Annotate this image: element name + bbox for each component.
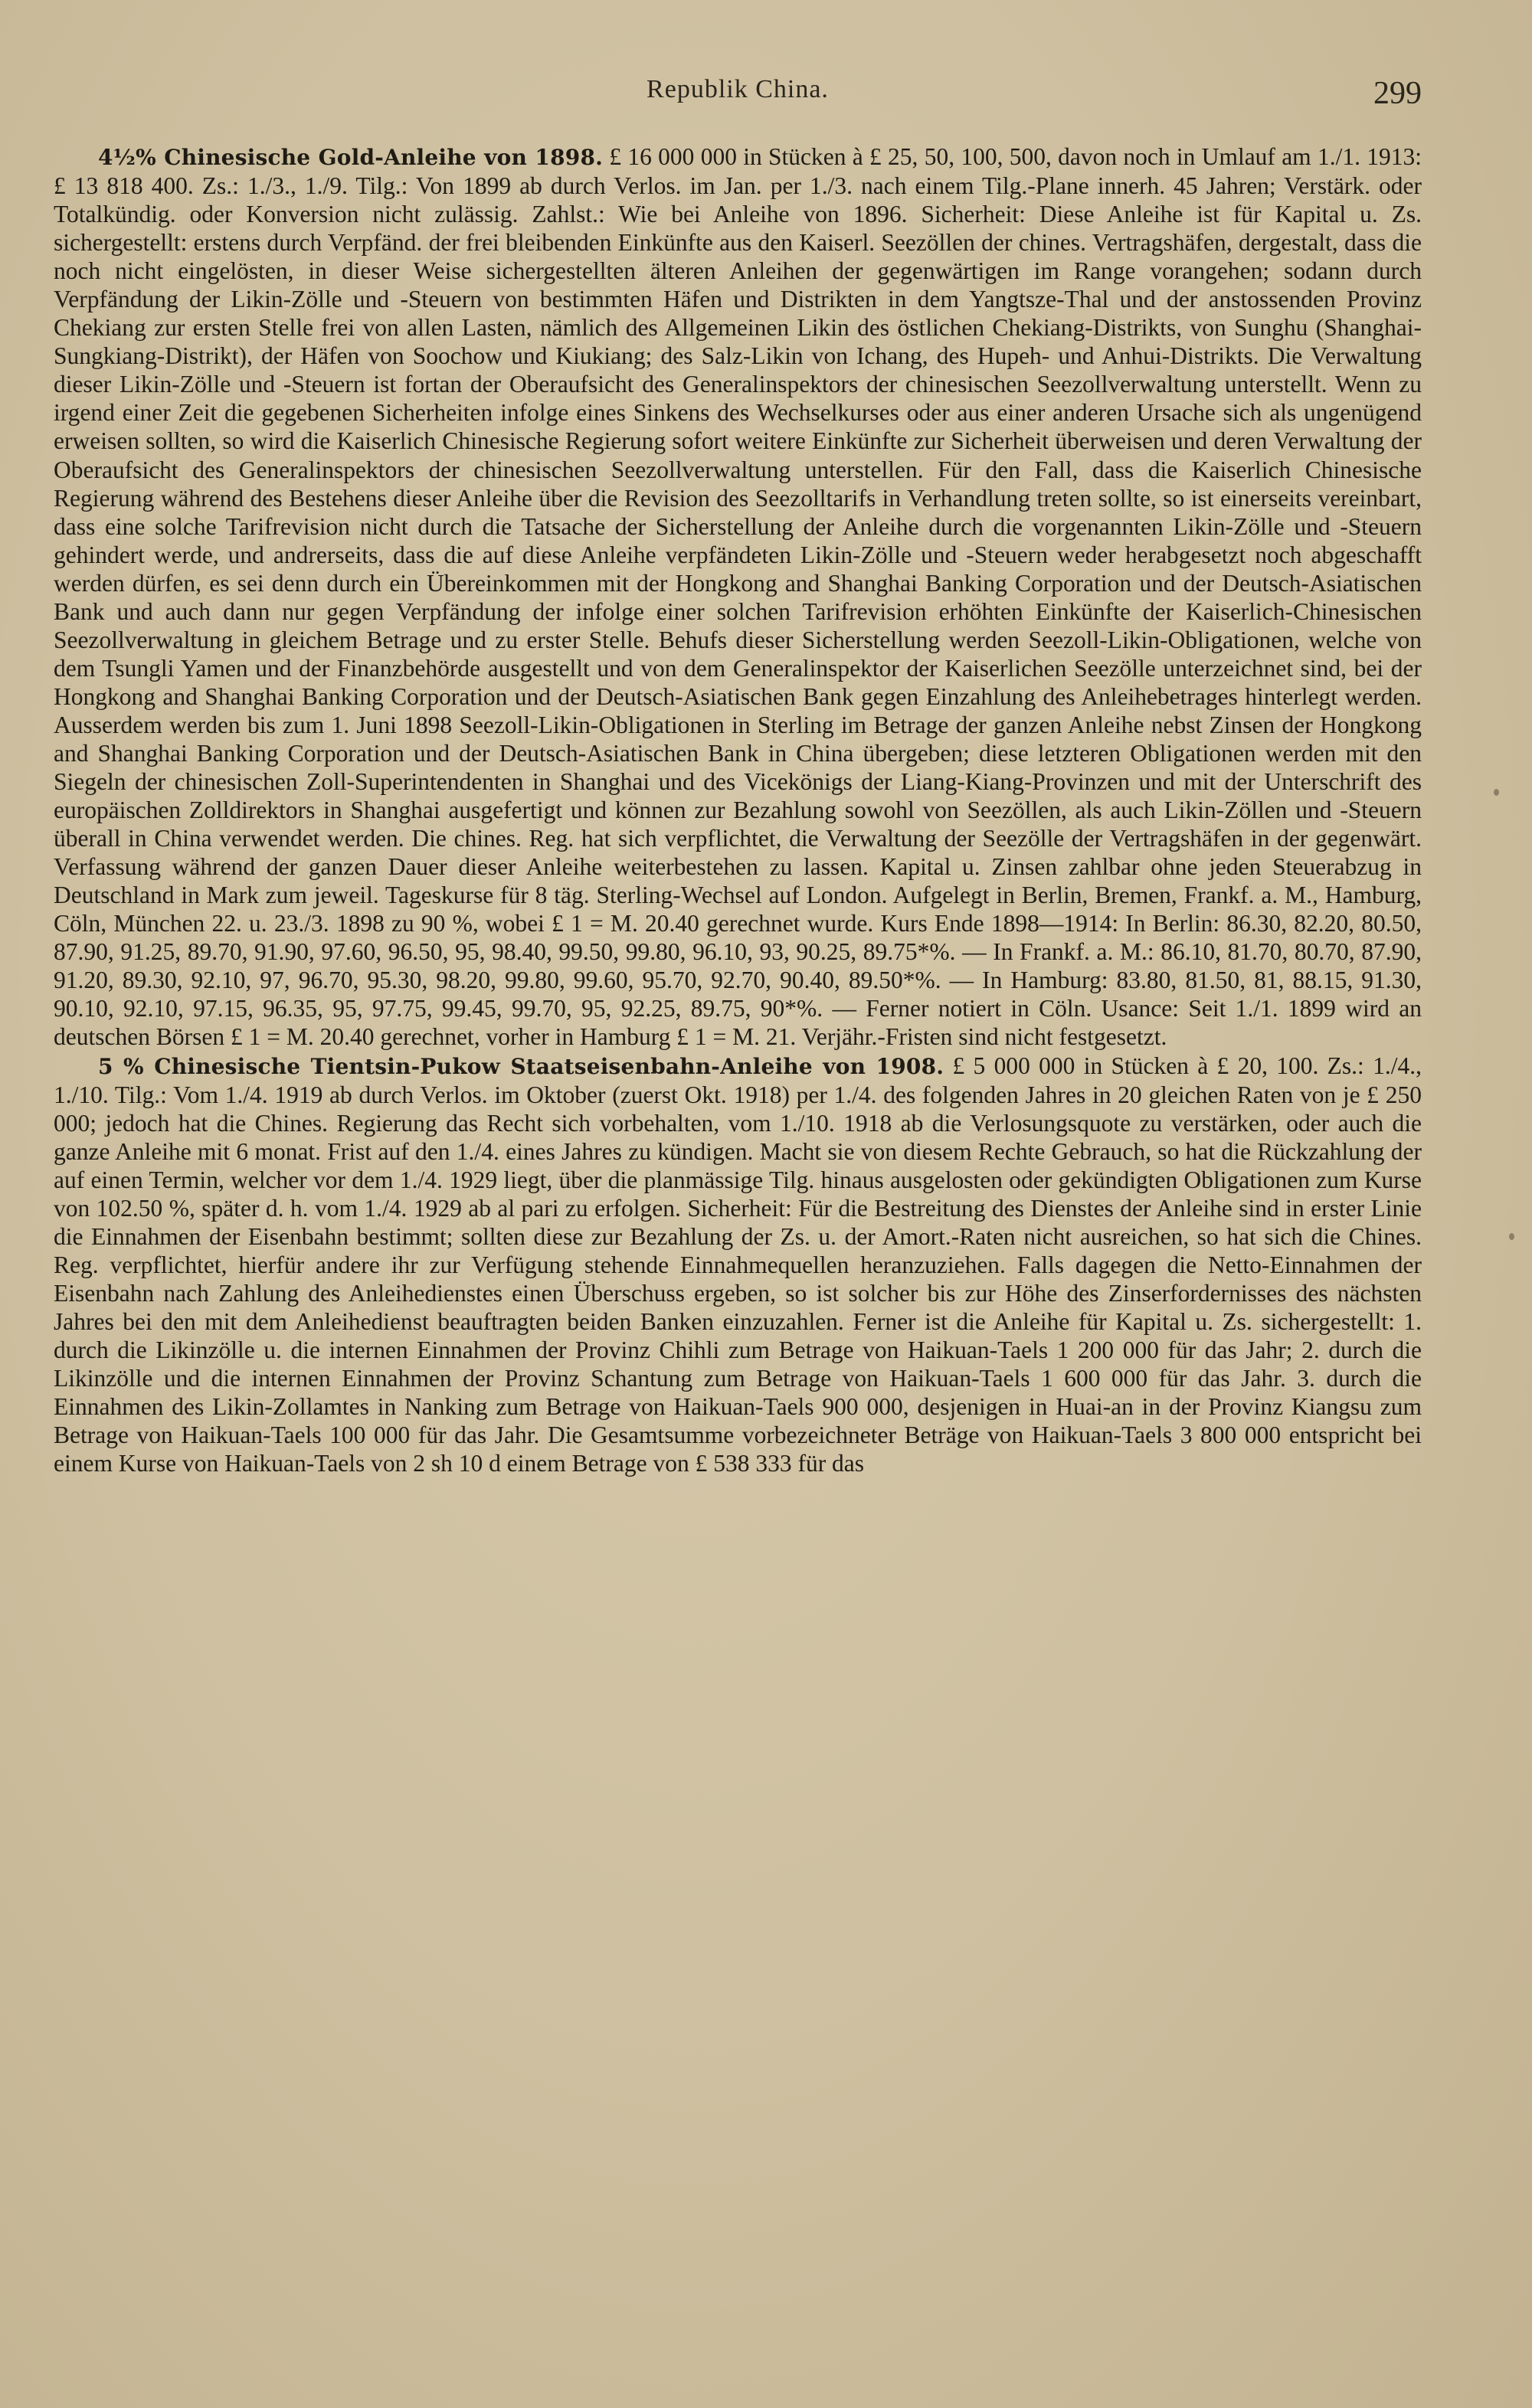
section-heading: 5 % Chinesische Tientsin-Pukow Staatseisenbahn-Anleihe von 1908. [98,1053,944,1079]
paper-speck [1509,1233,1514,1240]
paragraph-tientsin-pukow-loan-1908 [54,1052,1422,1478]
page-header [54,75,1422,121]
paper-speck [1494,789,1499,796]
section-body: £ 16 000 000 in Stücken à £ 25, 50, 100, 500, davon noch in Umlauf am 1./1. 1913: £ 13 818 400. Zs.: 1./3., 1./9. Tilg.: Von 1899 ab durch Verlos. im Jan. per 1./3. nach einem Tilg.-Plane innerh. 45 Jahren; Verstärk. oder Totalkündig. oder Konversion nicht zulässig. Zahlst.: Wie bei Anleihe von 1896. Sicherheit: Diese Anleihe ist für Kapital u. Zs. sichergestellt: erstens durch Verpfänd. der frei bleibenden Einkünfte aus den Kaiserl. Seezöllen der chines. Vertragshäfen, dergestalt, dass die noch nicht eingelösten, in dieser Weise sichergestellten älteren Anleihen der gegenwärtigen im Range vorangehen; sodann durch Verpfändung der Likin-Zölle und -Steuern von bestimmten Häfen und Distrikten in dem Yangtsze-Thal und der anstossenden Provinz Chekiang zur ersten Stelle frei von allen Lasten, nämlich des Allgemeinen Likin des östlichen Chekiang-Distrikts, von Sunghu (Shanghai-Sungkiang-Distrikt), der Häfen von Soochow und Kiukiang; des Salz-Likin von Ichang, des Hupeh- und Anhui-Distrikts. Die Verwaltung dieser Likin-Zölle und -Steuern ist fortan der Oberaufsicht des Generalinspektors der chinesischen Seezollverwaltung unterstellt. Wenn zu irgend einer Zeit die gegebenen Sicherheiten infolge eines Sinkens des Wechselkurses oder aus einer anderen Ursache sich als ungenügend erweisen sollten, so wird die Kaiserlich Chinesische Regierung sofort weitere Einkünfte zur Sicherheit überweisen und deren Verwaltung der Oberaufsicht des Generalinspektors der chinesischen Seezollverwaltung unterstellen. Für den Fall, dass die Kaiserlich Chinesische Regierung während des Bestehens dieser Anleihe über die Revision des Seezolltarifs in Verhandlung treten sollte, so ist einerseits vereinbart, dass eine solche Tarifrevision nicht durch die Tatsache der Sicherstellung der Anleihe durch die vorgenannten Likin-Zölle und -Steuern gehindert werde, und andrerseits, dass die auf diese Anleihe verpfändeten Likin-Zölle und -Steuern weder herabgesetzt noch abgeschafft werden dürfen, es sei denn durch ein Übereinkommen mit der Hongkong and Shanghai Banking Corporation und der Deutsch-Asiatischen Bank und auch dann nur gegen Verpfändung der infolge einer solchen Tarifrevision erhöhten Einkünfte der Kaiserlich-Chinesischen Seezollverwaltung in gleichem Betrage und zu erster Stelle. Behufs dieser Sicherstellung werden Seezoll-Likin-Obligationen, welche von dem Tsungli Yamen und der Finanzbehörde ausgestellt und von dem Generalinspektor der Kaiserlichen Seezölle unterzeichnet sind, bei der Hongkong and Shanghai Banking Corporation und der Deutsch-Asiatischen Bank gegen Einzahlung des Anleihebetrages hinterlegt werden. Ausserdem werden bis zum 1. Juni 1898 Seezoll-Likin-Obligationen in Sterling im Betrage der ganzen Anleihe nebst Zinsen der Hongkong and Shanghai Banking Corporation und der Deutsch-Asiatischen Bank in China übergeben; diese letzteren Obligationen werden mit den Siegeln der chinesischen Zoll-Superintendenten in Shanghai und des Vicekönigs der Liang-Kiang-Provinzen und mit der Unterschrift des europäischen Zolldirektors in Shanghai ausgefertigt und können zur Bezahlung sowohl von Seezöllen, als auch Likin-Zöllen und -Steuern überall in China verwendet werden. Die chines. Reg. hat sich verpflichtet, die Verwaltung der Seezölle der Vertragshäfen in der gegenwärt. Verfassung während der ganzen Dauer dieser Anleihe weiterbestehen zu lassen. Kapital u. Zinsen zahlbar ohne jeden Steuerabzug in Deutschland in Mark zum jeweil. Tageskurse für 8 täg. Sterling-Wechsel auf London. Aufgelegt in Berlin, Bremen, Frankf. a. M., Hamburg, Cöln, München 22. u. 23./3. 1898 zu 90 %, wobei £ 1 = M. 20.40 gerechnet wurde. Kurs Ende 1898—1914: In Berlin: 86.30, 82.20, 80.50, 87.90, 91.25, 89.70, 91.90, 97.60, 96.50, 95, 98.40, 99.50, 99.80, 96.10, 93, 90.25, 89.75*%. — In Frankf. a. M.: 86.10, 81.70, 80.70, 87.90, 91.20, 89.30, 92.10, 97, 96.70, 95.30, 98.20, 99.80, 99.60, 95.70, 92.70, 90.40, 89.50*%. — In Hamburg: 83.80, 81.50, 81, 88.15, 91.30, 90.10, 92.10, 97.15, 96.35, 95, 97.75, 99.45, 99.70, 95, 92.25, 89.75, 90*%. — Ferner notiert in Cöln. Usance: Seit 1./1. 1899 wird an deutschen Börsen £ 1 = M. 20.40 gerechnet, vorher in Hamburg £ 1 = M. 21. Verjähr.-Fristen sind nicht festgesetzt. [54,143,1422,1051]
page-number: 299 [1373,76,1422,111]
section-body: £ 5 000 000 in Stücken à £ 20, 100. Zs.: 1./4., 1./10. Tilg.: Vom 1./4. 1919 ab durch Verlos. im Oktober (zuerst Okt. 1918) per 1./4. des folgenden Jahres in 20 gleichen Raten von je £ 250 000; jedoch hat die Chines. Regierung das Recht sich vorbehalten, vom 1./10. 1918 ab die Verlosungsquote zu verstärken, oder auch die ganze Anleihe mit 6 monat. Frist auf den 1./4. eines Jahres zu kündigen. Macht sie von diesem Rechte Gebrauch, so hat die Rückzahlung der auf einen Termin, welcher vor dem 1./4. 1929 liegt, über die planmässige Tilg. hinaus ausgelosten oder gekündigten Obligationen zum Kurse von 102.50 %, später d. h. vom 1./4. 1929 ab al pari zu erfolgen. Sicherheit: Für die Bestreitung des Dienstes der Anleihe sind in erster Linie die Einnahmen der Eisenbahn bestimmt; sollten diese zur Bezahlung der Zs. u. der Amort.-Raten nicht ausreichen, so hat sich die Chines. Reg. verpflichtet, hierfür andere ihr zur Verfügung stehende Einnahmequellen heranzuziehen. Falls dagegen die Netto-Einnahmen der Eisenbahn nach Zahlung des Anleihedienstes einen Überschuss ergeben, so ist solcher bis zur Höhe des Zinserfordernisses des nächsten Jahres bei den mit dem Anleihedienst beauftragten beiden Banken einzuzahlen. Ferner ist die Anleihe für Kapital u. Zs. sichergestellt: 1. durch die Likinzölle u. die internen Einnahmen der Provinz Chihli zum Betrage von Haikuan-Taels 1 200 000 für das Jahr; 2. durch die Likinzölle und die internen Einnahmen der Provinz Schantung zum Betrage von Haikuan-Taels 1 600 000 für das Jahr. 3. durch die Einnahmen des Likin-Zollamtes in Nanking zum Betrage von Haikuan-Taels 900 000, desjenigen in Huai-an in der Provinz Kiangsu zum Betrage von Haikuan-Taels 100 000 für das Jahr. Die Gesamtsumme vorbezeichneter Beträge von Haikuan-Taels 3 800 000 entspricht bei einem Kurse von Haikuan-Taels von 2 sh 10 d einem Betrage von £ 538 333 für das [54,1052,1422,1477]
running-title: Republik China. [647,75,829,103]
section-heading: 4½% Chinesische Gold-Anleihe von 1898. [98,145,604,170]
paragraph-gold-loan-1898 [54,142,1422,1052]
body-text [54,142,1422,1477]
